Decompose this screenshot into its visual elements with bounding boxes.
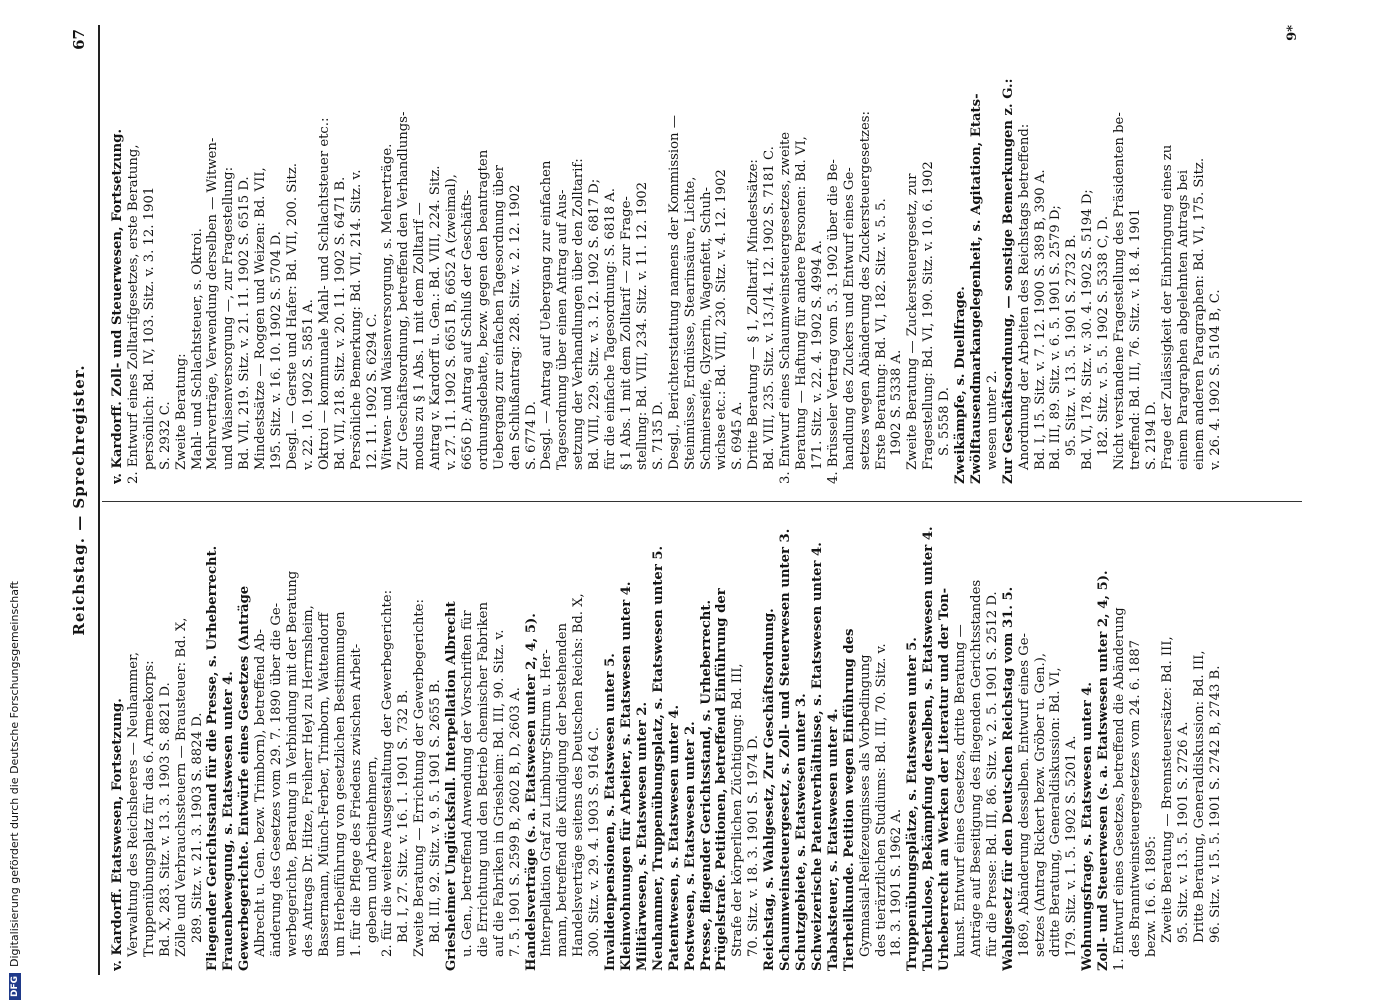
index-line: Bd. III, 92. Sitz. v. 9. 5. 1901 S. 2655 B. — [428, 679, 444, 943]
index-line: um Herbeiführung von gesetzlichen Bestimmungen — [332, 611, 348, 957]
index-line: Bd. VI, 178. Sitz. v. 30. 4. 1902 S. 5194 D; — [1080, 189, 1096, 470]
index-line: Mahl- und Schlachtsteuer, s. Oktroi. — [189, 228, 205, 470]
index-line: den Schlußantrag: 228. Sitz. v. 2. 12. 1902 — [507, 184, 523, 470]
index-line: v. Kardorff. Zoll- und Steuerwesen, Fortsetzung. — [110, 128, 125, 484]
index-line: S. 2194 D. — [1143, 401, 1159, 470]
index-line: S. 6774 D. — [523, 401, 539, 470]
page-body — [70, 25, 1310, 975]
index-line: Wahlgesetz für den Deutschen Reichstag vom 31. 5. — [1000, 586, 1016, 971]
index-line: Interpellation Graf zu Limburg-Stirum u. Her- — [539, 649, 555, 957]
index-line: 95. Sitz. v. 13. 5. 1901 S. 2732 B. — [1064, 234, 1080, 456]
index-line: wesen unter 2. — [984, 370, 1000, 470]
index-line: Zoll- und Steuerwesen (s. a. Etatswesen unter 2, 4, 5). — [1096, 570, 1112, 971]
index-line: Urheberrecht an Werken der Literatur und der Ton- — [937, 587, 953, 971]
index-line: ordnungsdebatte, bezw. gegen den beantragten — [475, 149, 491, 470]
index-line: 2. für die weitere Ausgestaltung der Gewerbegerichte: — [380, 589, 396, 957]
index-line: Verwaltung des Reichsheeres — Neuhammer, — [125, 651, 141, 957]
index-line: für die einfache Tagesordnung: S. 6818 A. — [603, 188, 619, 470]
index-line: setzes (Antrag Rickert bezw. Gröber u. Gen.), — [1032, 652, 1048, 957]
index-line: Zweite Beratung — Brennsteuersätze: Bd. III, — [1159, 636, 1175, 943]
index-line: v. Kardorff. Etatswesen, Fortsetzung. — [110, 698, 125, 971]
index-line: 7. 5. 1901 S. 2599 B, 2602 B, D, 2603 A. — [507, 687, 523, 957]
index-line: 12. 11. 1902 S. 6294 C. — [364, 313, 380, 470]
index-line: v. 27. 11. 1902 S. 6651 B, 6652 A (zweimal), — [444, 174, 460, 470]
index-line: Prügelstrafe. Petitionen, betreffend Einführung der — [714, 588, 730, 971]
index-line: Zweite Beratung — Errichtung der Gewerbegerichte: — [412, 599, 428, 957]
index-line: Dritte Beratung — § 1, Zolltarif, Mindestsätze: — [746, 159, 762, 470]
index-line: Patentwesen, s. Etatswesen unter 4. — [666, 704, 682, 971]
index-line: des Antrags Dr. Hitze, Freiherr Heyl zu Herrnsheim, — [300, 605, 316, 957]
index-line: Handelsverträge (s. a. Etatswesen unter 2, 4, 5). — [523, 613, 539, 971]
index-line: Kleinwohnungen für Arbeiter, s. Etatswesen unter 4. — [619, 581, 634, 971]
index-line: Militärwesen, s. Etatswesen unter 2. — [634, 701, 650, 971]
index-line: Frauenbewegung, s. Etatswesen unter 4. — [221, 671, 237, 971]
index-line: 289. Sitz. v. 21. 3. 1903 S. 8824 D. — [189, 712, 205, 943]
index-line: Zweite Beratung: — [173, 353, 189, 470]
index-line: v. 26. 4. 1902 S. 5104 B, C. — [1207, 289, 1223, 470]
index-line: Tabaksteuer, s. Etatswesen unter 4. — [825, 708, 841, 971]
index-line: Schaumweinsteuergesetz, s. Zoll- und Steuerwesen unter 3. — [778, 528, 794, 971]
index-line: u. Gen., betreffend Anwendung der Vorschriften für — [459, 610, 475, 957]
index-line: Anordnung der Arbeiten des Reichstags betreffend: — [1016, 123, 1032, 470]
index-line: persönlich: Bd. IV, 103. Sitz. v. 3. 12. 1901 — [141, 186, 157, 470]
index-line: S. 2932 C. — [157, 401, 173, 470]
index-line: Bassermann, Münch-Ferber, Trimborn, Wattendorff — [316, 612, 332, 957]
index-line: 70. Sitz. v. 18. 3. 1901 S. 1974 D. — [746, 734, 762, 957]
digitization-text: Digitalisierung gefördert durch die Deutsche Forschungsgemeinschaft — [8, 581, 21, 967]
index-line: Oktroi — kommunale Mahl- und Schlachtsteuer etc.: — [316, 117, 332, 470]
index-line: Gewerbegerichte. Entwürfe eines Gesetzes (Anträge — [237, 585, 253, 971]
index-line: Bd. III, 89. Sitz. v. 6. 5. 1901 S. 2579 D; — [1048, 205, 1064, 470]
index-line: Tierheilkunde. Petition wegen Einführung des — [841, 628, 857, 971]
index-line: Mehrverträge, Verwendung derselben — Witwen- — [205, 137, 221, 470]
index-line: S. 6945 A. — [730, 401, 746, 470]
index-line: Postwesen, s. Etatswesen unter 2. — [682, 721, 698, 971]
index-line: Bd. I, 15. Sitz. v. 7. 12. 1900 S. 389 B, 390 A. — [1032, 169, 1048, 470]
index-line: des Branntweinsteuergesetzes vom 24. 6. 1887 — [1128, 639, 1143, 957]
index-line: Truppenübungsplätze, s. Etatswesen unter 5. — [905, 637, 921, 971]
index-line: einem Paragraphen abgelehnten Antrags bei — [1175, 169, 1191, 470]
index-line: 195. Sitz. v. 16. 10. 1902 S. 5704 D. — [269, 231, 285, 470]
index-line: 171. Sitz. v. 22. 4. 1902 S. 4994 A. — [809, 240, 825, 470]
index-line: Uebergang zur einfachen Tagesordnung über — [491, 165, 507, 470]
index-line: Wohnungsfrage, s. Etatswesen unter 4. — [1080, 682, 1096, 971]
index-line: Fragestellung: Bd. VI, 190. Sitz. v. 10. 6. 1902 — [921, 161, 937, 470]
index-line: 300. Sitz. v. 29. 4. 1903 S. 9164 C. — [587, 727, 603, 957]
index-line: Antrag v. Kardorff u. Gen.: Bd. VIII, 224. Sitz. — [428, 165, 444, 470]
digitization-note — [8, 0, 30, 1000]
index-line: Griesheimer Unglücksfall. Interpellation Albrecht — [444, 601, 460, 971]
index-line: 3. Entwurf eines Schaumweinsteuergesetzes, zweite — [778, 131, 794, 484]
index-line: Schutzgebiete, s. Etatswesen unter 3. — [793, 693, 809, 971]
index-line: Zur Geschäftsordnung, — sonstige Bemerkungen z. G.: — [1000, 78, 1016, 484]
index-line: 182. Sitz. v. 5. 5. 1902 S. 5338 C, D. — [1096, 215, 1112, 456]
index-line: 96. Sitz. v. 15. 5. 1901 S. 2742 B, 2743 B. — [1207, 665, 1223, 943]
index-line: Mindestsätze — Roggen und Weizen: Bd. VII, — [253, 167, 269, 470]
index-line: Steinnüsse, Erdnüsse, Stearinsäure, Lichte, — [682, 176, 698, 470]
index-line: 1869, Abänderung desselben. Entwurf eines Ge- — [1016, 632, 1032, 957]
index-line: Anträge auf Beseitigung des fliegenden Gerichtsstandes — [968, 579, 984, 957]
index-line: Zwölftausendmarkangelegenheit, s. Agitation, Etats- — [968, 93, 984, 484]
index-line: stellung: Bd. VIII, 234. Sitz. v. 11. 12. 1902 — [634, 181, 650, 470]
index-line: für die Presse: Bd. III, 86. Sitz. v. 2. 5. 1901 S. 2512 D. — [984, 591, 1000, 957]
index-line: Albrecht u. Gen. bezw. Trimborn), betreffend Ab- — [253, 629, 269, 957]
index-line: Persönliche Bemerkung: Bd. VII, 214. Sitz. v. — [348, 169, 364, 470]
index-line: Desgl., Berichterstattung namens der Kommission — — [666, 115, 682, 470]
index-line: Bd. VII, 218. Sitz. v. 20. 11. 1902 S. 6471 B. — [332, 176, 348, 470]
index-line: 179. Sitz. v. 1. 5. 1902 S. 5201 A. — [1064, 735, 1080, 957]
dfg-logo: DFG — [9, 973, 21, 1000]
index-line: setzes wegen Abänderung des Zuckersteuergesetzes: — [857, 111, 873, 470]
index-line: Bd. I, 27. Sitz. v. 16. 1. 1901 S. 732 B. — [396, 689, 412, 943]
index-line: Witwen- und Waisenversorgung, s. Mehrerträge. — [380, 143, 396, 470]
index-line: Zweite Beratung — Zuckersteuergesetz, zur — [905, 173, 921, 470]
index-line: Gymnasial-Reifezeugnisses als Vorbedingung — [857, 654, 873, 957]
index-line: Presse, fliegender Gerichtsstand, s. Urheberrecht. — [698, 599, 714, 971]
index-line: des tierärztlichen Studiums: Bd. III, 70. Sitz. v. — [873, 643, 889, 957]
index-line: die Errichtung und den Betrieb chemischer Fabriken — [475, 602, 491, 957]
index-line: setzung der Verhandlungen über den Zolltarif: — [571, 158, 587, 470]
index-line: bezw. 16. 6. 1895: — [1143, 835, 1159, 957]
index-line: änderung des Gesetzes vom 29. 7. 1890 über die Ge- — [269, 602, 285, 957]
index-line: handlung des Zuckers und Entwurf eines Ge- — [841, 167, 857, 470]
index-line: und Waisenversorgung —, zur Fragestellung: — [221, 166, 237, 470]
index-line: modus zu § 1 Abs. 1 mit dem Zolltarif — — [412, 202, 428, 470]
index-line: S. 7135 D. — [650, 401, 666, 470]
index-line: Desgl. — Gerste und Hafer: Bd. VII, 200. Sitz. — [284, 163, 300, 470]
index-line: einem anderen Paragraphen: Bd. VI, 175. Sitz. — [1191, 157, 1207, 470]
signature-mark: 9* — [1285, 25, 1300, 41]
index-line: Strafe der körperlichen Züchtigung: Bd. III, — [730, 663, 746, 957]
index-line: 6656 D; Antrag auf Schluß der Geschäfts- — [459, 189, 475, 470]
index-line: treffend: Bd. III, 76. Sitz. v. 18. 4. 1901 — [1128, 208, 1143, 470]
index-line: 18. 3. 1901 S. 1962 A. — [889, 808, 905, 957]
index-line: Frage der Zulässigkeit der Einbringung eines zu — [1159, 144, 1175, 470]
index-line: Tuberkulose, Bekämpfung derselben, s. Etatswesen unter 4. — [921, 526, 937, 971]
index-line: Beratung — Haftung für andere Personen: Bd. VI, — [793, 136, 809, 470]
index-line: kunst. Entwurf eines Gesetzes, dritte Beratung — — [953, 624, 969, 957]
left-column — [110, 516, 1223, 971]
index-line: wichse etc.: Bd. VIII, 230. Sitz. v. 4. 12. 1902 — [714, 169, 730, 470]
index-line: Desgl. — Antrag auf Uebergang zur einfachen — [539, 160, 555, 470]
index-line: v. 22. 10. 1902 S. 5851 A. — [300, 299, 316, 470]
index-line: Dritte Beratung, Generaldiskussion: Bd. III, — [1191, 650, 1207, 943]
index-line: Reichstag, s. Wahlgesetz, Zur Geschäftsordnung. — [762, 608, 778, 971]
index-line: Erste Beratung: Bd. VI, 182. Sitz. v. 5. 5. — [873, 198, 889, 470]
index-line: werbegerichte, Beratung in Verbindung mit der Beratung — [284, 570, 300, 957]
index-line: § 1 Abs. 1 mit dem Zolltarif — zur Frage- — [619, 196, 634, 470]
index-line: 1. Entwurf eines Gesetzes, betreffend die Abänderung — [1112, 607, 1128, 971]
index-line: 4. Brüsseler Vertrag vom 5. 3. 1902 über die Be- — [825, 159, 841, 484]
index-line: dritte Beratung, Generaldiskussion: Bd. VI, — [1048, 667, 1064, 957]
index-line: 2. Entwurf eines Zolltarifgesetzes, erste Beratung, — [125, 144, 141, 484]
running-header — [70, 25, 94, 975]
index-line: Bd. VII, 219. Sitz. v. 21. 11. 1902 S. 6515 D. — [237, 176, 253, 470]
index-line: S. 5558 D. — [937, 387, 953, 456]
index-line: Invalidenpensionen, s. Etatswesen unter 5. — [603, 653, 619, 971]
index-line: Zur Geschäftsordnung, betreffend den Verhandlungs- — [396, 111, 412, 470]
index-line: auf die Fabriken in Griesheim: Bd. III, 90. Sitz. v. — [491, 629, 507, 957]
index-line: 1. für die Pflege des Friedens zwischen Arbeit- — [348, 643, 364, 957]
page-title: Reichstag. — Sprechregister. — [70, 364, 88, 636]
index-line: Zölle und Verbrauchssteuern — Brausteuer: Bd. X, — [173, 617, 189, 957]
index-line: Truppenübungsplatz für das 6. Armeekorps: — [141, 660, 157, 957]
page-number: 67 — [70, 29, 88, 50]
index-line: Nicht verstandene Fragestellung des Präsidenten be- — [1112, 112, 1128, 470]
index-line: 1902 S. 5338 A. — [889, 349, 905, 456]
index-line: Schweizerische Patentverhältnisse, s. Etatswesen unter 4. — [809, 542, 825, 971]
index-line: Neuhammer, Truppenübungsplatz, s. Etatswesen unter 5. — [650, 545, 666, 971]
right-column — [110, 29, 1223, 484]
index-line: gebern und Arbeitnehmern, — [364, 756, 380, 943]
index-line: Bd. VIII, 235. Sitz. v. 13./14. 12. 1902 S. 7181 C. — [762, 146, 778, 470]
index-line: Tagesordnung über einen Antrag auf Aus- — [555, 189, 571, 470]
column-separator — [102, 501, 1302, 502]
index-line: Bd. X, 283. Sitz. v. 13. 3. 1903 S. 8821 D. — [157, 682, 173, 957]
header-rule — [98, 25, 100, 975]
index-line: Schmierseife, Glyzerin, Wagenfett, Schuh- — [698, 187, 714, 470]
index-line: Zweikämpfe, s. Duellfrage. — [953, 286, 969, 484]
index-line: mann, betreffend die Kündigung der bestehenden — [555, 622, 571, 957]
index-line: Bd. VIII, 229. Sitz. v. 3. 12. 1902 S. 6817 D; — [587, 178, 603, 470]
index-line: 95. Sitz. v. 13. 5. 1901 S. 2726 A. — [1175, 721, 1191, 943]
index-line: Handelsverträge seitens des Deutschen Reichs: Bd. X, — [571, 593, 587, 957]
index-line: Fliegender Gerichtsstand für die Presse, s. Urheberrecht. — [205, 545, 221, 971]
